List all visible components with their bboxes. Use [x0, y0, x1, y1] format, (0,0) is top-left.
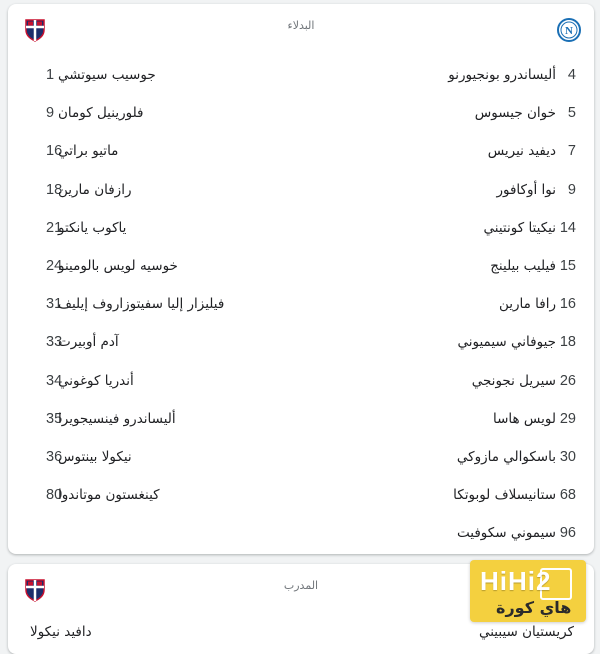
- player-name: ماتيو براتي: [58, 143, 119, 160]
- table-row: [8, 362, 594, 400]
- player-number: 30: [559, 448, 576, 465]
- home-player[interactable]: [316, 400, 576, 438]
- substitutes-title: البدلاء: [287, 19, 315, 32]
- player-name: ستانيسلاف لوبوتكا: [453, 487, 556, 504]
- player-number: 68: [559, 487, 576, 504]
- table-row: [8, 247, 594, 285]
- player-name: فيليب بيلينج: [490, 258, 556, 275]
- table-row: [8, 132, 594, 170]
- player-name: جوسيب سيوتشي: [58, 67, 156, 84]
- table-row: [8, 323, 594, 361]
- player-name: نيكولا بينتوس: [58, 448, 132, 465]
- player-number: 33: [46, 334, 63, 351]
- player-number: 21: [46, 219, 63, 236]
- table-row: [8, 171, 594, 209]
- player-number: 15: [559, 258, 576, 275]
- player-number: 80: [46, 487, 63, 504]
- home-player[interactable]: [316, 514, 576, 552]
- away-player[interactable]: [18, 476, 278, 514]
- player-name: آدم أوبيرت: [58, 334, 119, 351]
- player-number: 16: [559, 296, 576, 313]
- player-number: 14: [559, 219, 576, 236]
- away-player[interactable]: [18, 323, 278, 361]
- table-row: [8, 514, 594, 552]
- player-name: نوا أوكافور: [496, 181, 556, 198]
- player-number: 29: [559, 410, 576, 427]
- substitutes-list: [8, 56, 594, 552]
- home-player[interactable]: [316, 362, 576, 400]
- player-number: 4: [567, 67, 576, 84]
- player-name: رافا مارين: [498, 296, 556, 313]
- player-number: 1: [46, 67, 55, 84]
- table-row: [8, 438, 594, 476]
- substitutes-card: [8, 4, 594, 554]
- coach-title: المدرب: [283, 579, 319, 592]
- svg-text:N: N: [565, 25, 573, 37]
- player-name: باسكوالي مازوكي: [456, 448, 556, 465]
- player-name: فلورينيل كومان: [58, 105, 144, 122]
- player-number: 5: [567, 105, 576, 122]
- away-player[interactable]: [18, 400, 278, 438]
- table-row: [8, 285, 594, 323]
- home-player[interactable]: [316, 247, 576, 285]
- home-coach-name: كريستيان سيبيني: [478, 624, 574, 640]
- player-number: 7: [567, 143, 576, 160]
- away-player[interactable]: [18, 285, 278, 323]
- away-player[interactable]: [18, 209, 278, 247]
- player-name: ياكوب يانكتو: [58, 219, 127, 236]
- away-player[interactable]: [18, 94, 278, 132]
- player-name: أليساندرو فينسيجويرا: [58, 410, 176, 427]
- table-row: [8, 209, 594, 247]
- away-player[interactable]: [18, 171, 278, 209]
- watermark-subtitle: هاي كورة: [496, 598, 572, 617]
- player-name: فيليزار إليا سفيتوزاروف إيليف: [58, 296, 225, 313]
- home-player[interactable]: [316, 132, 576, 170]
- home-player[interactable]: [316, 438, 576, 476]
- player-number: 16: [46, 143, 63, 160]
- player-name: خوان جيسوس: [474, 105, 556, 122]
- substitutes-header: [8, 4, 594, 56]
- player-number: 18: [46, 181, 63, 198]
- player-name: أندريا كوغوني: [58, 372, 134, 389]
- player-name: كينغستون موتاندوا: [58, 487, 160, 504]
- player-name: نيكيتا كونتيني: [483, 219, 556, 236]
- away-player[interactable]: [18, 438, 278, 476]
- home-player[interactable]: [316, 94, 576, 132]
- player-number: 31: [46, 296, 63, 313]
- player-number: 36: [46, 448, 63, 465]
- table-row: [8, 94, 594, 132]
- player-name: أليساندرو بونجيورنو: [448, 67, 556, 84]
- player-number: 34: [46, 372, 63, 389]
- player-name: لويس هاسا: [492, 410, 556, 427]
- home-player[interactable]: [316, 171, 576, 209]
- home-player[interactable]: [316, 209, 576, 247]
- away-player[interactable]: [18, 362, 278, 400]
- player-number: 96: [559, 525, 576, 542]
- player-name: رازفان مارين: [58, 181, 132, 198]
- napoli-crest-icon: [557, 18, 581, 42]
- away-player[interactable]: [18, 247, 278, 285]
- player-number: 24: [46, 258, 63, 275]
- player-name: سيريل نجونجي: [471, 372, 556, 389]
- hihi2-watermark: [470, 560, 586, 622]
- home-player[interactable]: [316, 323, 576, 361]
- player-number: 18: [559, 334, 576, 351]
- player-number: 35: [46, 410, 63, 427]
- player-number: 9: [46, 105, 55, 122]
- away-player[interactable]: [18, 56, 278, 94]
- home-player[interactable]: [316, 476, 576, 514]
- player-name: ديفيد نيريس: [487, 143, 556, 160]
- table-row: [8, 56, 594, 94]
- player-name: جيوفاني سيميوني: [457, 334, 556, 351]
- player-name: سيموني سكوفيت: [457, 525, 556, 542]
- away-player[interactable]: [18, 132, 278, 170]
- home-player[interactable]: [316, 56, 576, 94]
- player-name: خوسيه لويس بالومينو: [58, 258, 178, 275]
- table-row: [8, 476, 594, 514]
- away-coach-name: دافيد نيكولا: [30, 624, 92, 640]
- home-player[interactable]: [316, 285, 576, 323]
- player-number: 26: [559, 372, 576, 389]
- player-number: 9: [567, 181, 576, 198]
- watermark-brand: HiHi2: [480, 566, 552, 596]
- table-row: [8, 400, 594, 438]
